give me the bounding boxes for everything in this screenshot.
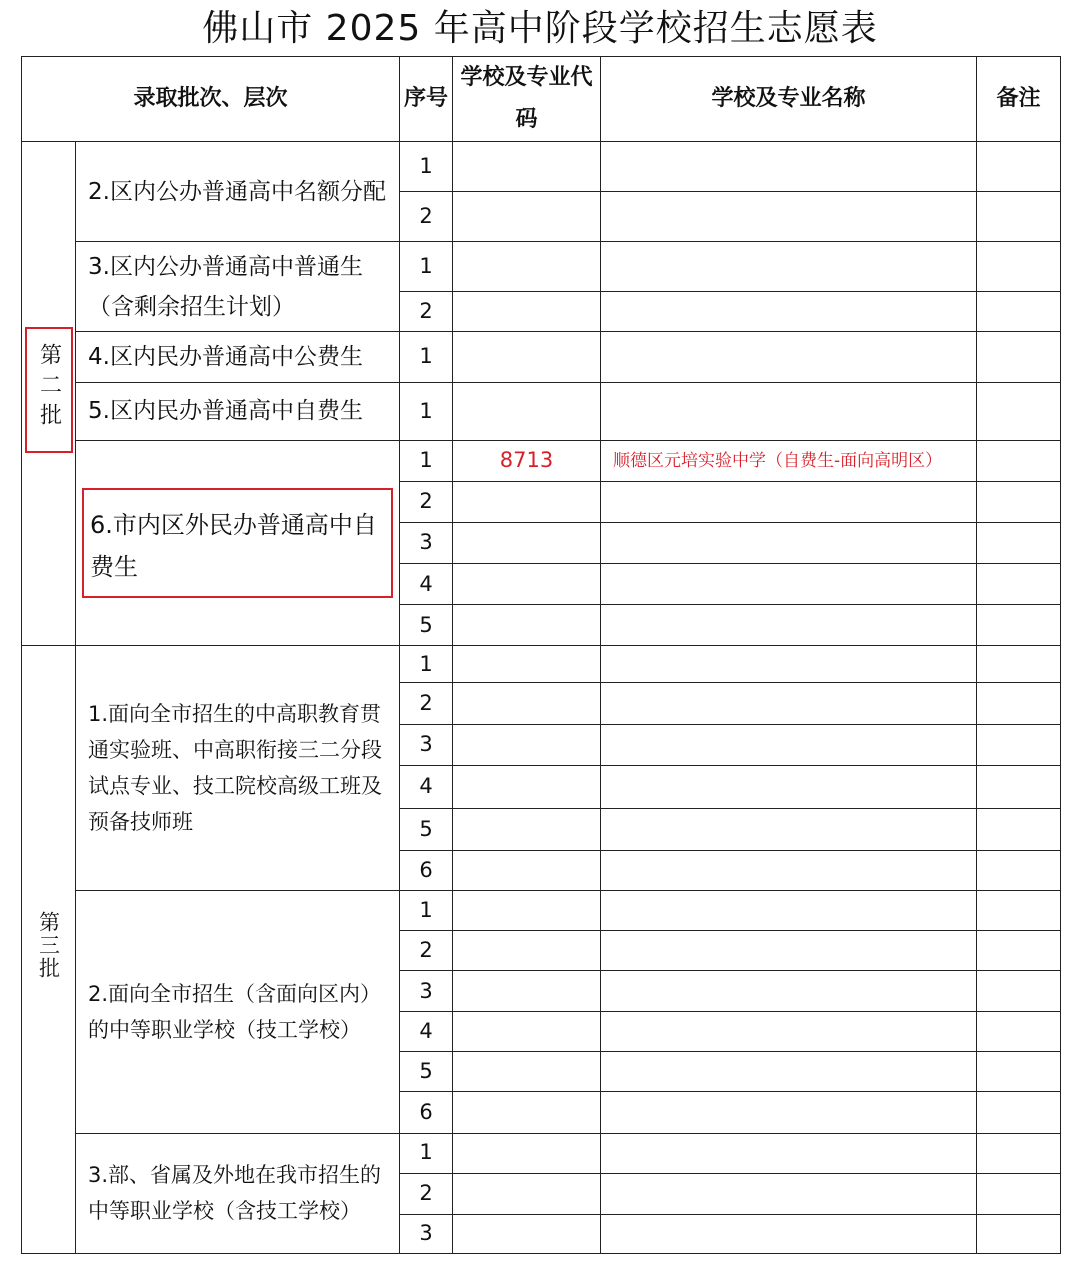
form-row xyxy=(22,646,1061,683)
form-row xyxy=(22,242,1061,292)
school-code-field[interactable] xyxy=(453,332,601,382)
level-cell xyxy=(76,440,400,646)
school-name-field[interactable] xyxy=(601,646,977,683)
school-code-field[interactable] xyxy=(453,1092,601,1133)
school-name-field[interactable] xyxy=(601,332,977,382)
seq-number: 6 xyxy=(400,1092,453,1133)
form-row xyxy=(22,382,1061,440)
school-code-field[interactable] xyxy=(453,931,601,971)
school-code-field[interactable] xyxy=(453,142,601,192)
school-name-field[interactable]: 顺德区元培实验中学（自费生-面向高明区） xyxy=(601,440,977,481)
remark-field[interactable] xyxy=(977,765,1061,808)
school-code-field[interactable] xyxy=(453,646,601,683)
school-name-field[interactable] xyxy=(601,192,977,242)
school-name-field[interactable] xyxy=(601,522,977,563)
seq-number: 5 xyxy=(400,605,453,646)
remark-field[interactable] xyxy=(977,564,1061,605)
school-name-field[interactable] xyxy=(601,1012,977,1052)
seq-number: 1 xyxy=(400,646,453,683)
batch-cell xyxy=(22,646,76,1254)
page-title: 佛山市 2025 年高中阶段学校招生志愿表 xyxy=(202,8,878,49)
school-code-field[interactable] xyxy=(453,522,601,563)
form-row xyxy=(22,1133,1061,1173)
level-cell xyxy=(76,382,400,440)
batch-label: 第三批 xyxy=(36,911,61,981)
remark-field[interactable] xyxy=(977,292,1061,332)
header-remark: 备注 xyxy=(977,57,1061,142)
school-code-field[interactable] xyxy=(453,1133,601,1173)
seq-number: 3 xyxy=(400,724,453,765)
level-cell xyxy=(76,242,400,332)
remark-field[interactable] xyxy=(977,522,1061,563)
school-code-field[interactable] xyxy=(453,890,601,930)
header-name: 学校及专业名称 xyxy=(601,57,977,142)
school-name-field[interactable] xyxy=(601,683,977,724)
remark-field[interactable] xyxy=(977,971,1061,1012)
school-name-field[interactable] xyxy=(601,242,977,292)
school-code-field[interactable] xyxy=(453,683,601,724)
seq-number: 5 xyxy=(400,808,453,850)
school-code-field[interactable] xyxy=(453,1012,601,1052)
school-code-field[interactable] xyxy=(453,192,601,242)
seq-number: 1 xyxy=(400,1133,453,1173)
level-label: 3.部、省属及外地在我市招生的中等职业学校（含技工学校） xyxy=(88,1163,382,1224)
school-name-field[interactable] xyxy=(601,1052,977,1092)
school-code-field[interactable] xyxy=(453,1173,601,1214)
remark-field[interactable] xyxy=(977,142,1061,192)
remark-field[interactable] xyxy=(977,605,1061,646)
level-label: 2.面向全市招生（含面向区内）的中等职业学校（技工学校） xyxy=(88,981,382,1042)
school-name-field[interactable] xyxy=(601,765,977,808)
school-name-field[interactable] xyxy=(601,808,977,850)
seq-number: 3 xyxy=(400,522,453,563)
remark-field[interactable] xyxy=(977,192,1061,242)
level-label: 2.区内公办普通高中名额分配 xyxy=(88,178,386,205)
remark-field[interactable] xyxy=(977,1012,1061,1052)
seq-number: 1 xyxy=(400,142,453,192)
seq-number: 2 xyxy=(400,481,453,522)
remark-field[interactable] xyxy=(977,646,1061,683)
level-label: 4.区内民办普通高中公费生 xyxy=(88,344,363,371)
seq-number: 2 xyxy=(400,192,453,242)
seq-number: 2 xyxy=(400,292,453,332)
level-label: 5.区内民办普通高中自费生 xyxy=(88,398,363,425)
level-cell xyxy=(76,1133,400,1253)
school-code-field[interactable] xyxy=(453,242,601,292)
remark-field[interactable] xyxy=(977,382,1061,440)
seq-number: 3 xyxy=(400,971,453,1012)
remark-field[interactable] xyxy=(977,440,1061,481)
application-form-table xyxy=(21,56,1061,1254)
school-name-field[interactable] xyxy=(601,1133,977,1173)
school-code-field[interactable] xyxy=(453,850,601,890)
school-name-field[interactable] xyxy=(601,890,977,930)
school-name-field[interactable] xyxy=(601,931,977,971)
seq-number: 1 xyxy=(400,382,453,440)
school-code-field[interactable] xyxy=(453,971,601,1012)
school-code-field[interactable] xyxy=(453,605,601,646)
school-name-field[interactable] xyxy=(601,971,977,1012)
form-body xyxy=(22,142,1061,1254)
school-name-field[interactable] xyxy=(601,1214,977,1253)
seq-number: 5 xyxy=(400,1052,453,1092)
school-name-field[interactable] xyxy=(601,142,977,192)
school-code-field[interactable] xyxy=(453,724,601,765)
batch-cell xyxy=(22,142,76,646)
batch-label-highlighted: 第二批 xyxy=(25,327,73,453)
school-name-field[interactable] xyxy=(601,481,977,522)
seq-number: 1 xyxy=(400,242,453,292)
remark-field[interactable] xyxy=(977,683,1061,724)
remark-field[interactable] xyxy=(977,332,1061,382)
level-label-highlighted: 6.市内区外民办普通高中自费生 xyxy=(82,488,393,598)
level-cell xyxy=(76,142,400,242)
seq-number: 1 xyxy=(400,890,453,930)
header-seq: 序号 xyxy=(400,57,453,142)
form-row xyxy=(22,440,1061,481)
remark-field[interactable] xyxy=(977,890,1061,930)
header-code: 学校及专业代码 xyxy=(453,57,601,142)
seq-number: 4 xyxy=(400,564,453,605)
seq-number: 2 xyxy=(400,931,453,971)
level-cell xyxy=(76,646,400,891)
level-cell xyxy=(76,890,400,1133)
remark-field[interactable] xyxy=(977,1052,1061,1092)
school-code-field[interactable] xyxy=(453,564,601,605)
school-name-field[interactable] xyxy=(601,1173,977,1214)
level-cell xyxy=(76,332,400,382)
seq-number: 6 xyxy=(400,850,453,890)
seq-number: 3 xyxy=(400,1214,453,1253)
remark-field[interactable] xyxy=(977,724,1061,765)
school-code-field[interactable] xyxy=(453,382,601,440)
seq-number: 1 xyxy=(400,440,453,481)
remark-field[interactable] xyxy=(977,242,1061,292)
seq-number: 1 xyxy=(400,332,453,382)
form-row xyxy=(22,332,1061,382)
seq-number: 4 xyxy=(400,765,453,808)
form-row xyxy=(22,890,1061,930)
seq-number: 4 xyxy=(400,1012,453,1052)
remark-field[interactable] xyxy=(977,481,1061,522)
school-code-field[interactable] xyxy=(453,1052,601,1092)
school-code-field[interactable] xyxy=(453,808,601,850)
remark-field[interactable] xyxy=(977,808,1061,850)
school-code-field[interactable] xyxy=(453,1214,601,1253)
school-name-field[interactable] xyxy=(601,382,977,440)
remark-field[interactable] xyxy=(977,931,1061,971)
school-code-field[interactable] xyxy=(453,765,601,808)
remark-field[interactable] xyxy=(977,1133,1061,1173)
school-name-field[interactable] xyxy=(601,1092,977,1133)
form-row xyxy=(22,142,1061,192)
school-code-field[interactable]: 8713 xyxy=(453,440,601,481)
header-row xyxy=(22,57,1061,142)
remark-field[interactable] xyxy=(977,850,1061,890)
level-label: 1.面向全市招生的中高职教育贯通实验班、中高职衔接三二分段试点专业、技工院校高级工班及预备技师班 xyxy=(88,702,382,835)
remark-field[interactable] xyxy=(977,1173,1061,1214)
school-code-field[interactable] xyxy=(453,481,601,522)
level-label: 3.区内公办普通高中普通生（含剩余招生计划） xyxy=(88,253,363,320)
header-batch-level: 录取批次、层次 xyxy=(22,57,400,142)
school-name-field[interactable] xyxy=(601,564,977,605)
seq-number: 2 xyxy=(400,1173,453,1214)
school-code-field[interactable] xyxy=(453,292,601,332)
remark-field[interactable] xyxy=(977,1092,1061,1133)
remark-field[interactable] xyxy=(977,1214,1061,1253)
school-name-field[interactable] xyxy=(601,292,977,332)
seq-number: 2 xyxy=(400,683,453,724)
school-name-field[interactable] xyxy=(601,850,977,890)
school-name-field[interactable] xyxy=(601,605,977,646)
school-name-field[interactable] xyxy=(601,724,977,765)
